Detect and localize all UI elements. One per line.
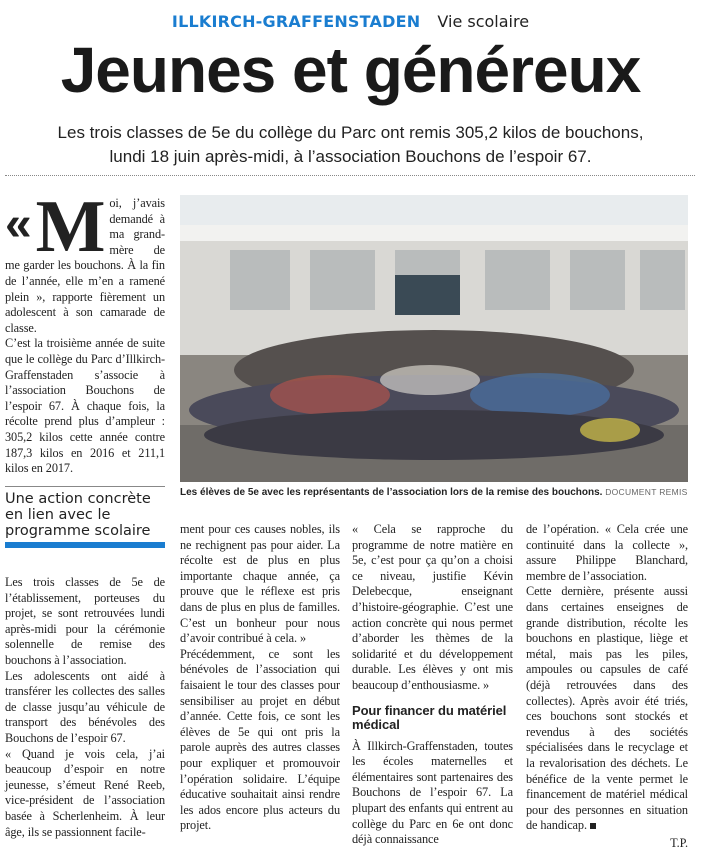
paragraph: ment pour ces causes nobles, ils ne rechignent pas pour aider. La récolte est de plus en plus importante chaque année, ça prouve que le réflexe est pris dans de plus en plus de familles. C’est un bonheur pour nous d’avoir contribué à cela. »: [180, 522, 340, 646]
divider: [5, 175, 695, 176]
caption-text: Les élèves de 5e avec les représentants de l’association lors de la remise des bouchons.: [180, 487, 603, 498]
lead-paragraph: Les trois classes de 5e du collège du Parc ont remis 305,2 kilos de bouchons, lundi 18 juin après-midi, à l’association Bouchons de l’espoir 67.: [57, 123, 644, 166]
paragraph: « Cela se rapproche du programme de notre matière en 5e, c’est pour ça qu’on a choisi ce niveau, justifie Kévin Delebecque, enseignant d’histoire-géographie. C’est une action concrète qui nous permet d’aborder les thèmes de la solidarité et du développement durable. Les élèves y ont mis beaucoup d’enthousiasme. »: [352, 522, 513, 692]
subhead-text: Une action concrète en lien avec le programme scolaire: [5, 491, 151, 539]
paragraph: « Quand je vois cela, j’ai beaucoup d’espoir en notre jeunesse, s’émeut René Reeb, vice-président de l’association basée à Scherlenheim. À leur âge, ils se passionnent facile-: [5, 746, 165, 839]
drop-cap: M: [35, 196, 106, 268]
kicker: [0, 12, 701, 31]
column-3: [352, 522, 513, 848]
paragraph: Les trois classes de 5e de l’établissement, porteuses du projet, se sont retrouvées lundi après-midi pour la cérémonie solennelle de remise des bouchons à l’association.: [5, 575, 165, 667]
paragraph: Les adolescents ont aidé à transférer les collectes des salles de classe jusqu’au véhicule de transport des bénévoles des Bouchons de l’espoir 67.: [5, 668, 165, 745]
paragraph-text: Cette dernière, présente aussi dans certaines enseignes de grande distribution, récolte les bouchons en plastique, liège et métal, mais pas les piles, ampoules ou capsules de café (déjà retrouvées dans des collectes). Après avoir été triés, ces bouchons sont stockés et revendus à des sociétés spécialisées dans le recyclage et la revalorisation des déchets. Le bénéfice de la vente permet le financement de matériel médical pour des personnes en situation de handicap.: [526, 584, 688, 833]
rubric-label: Vie scolaire: [437, 12, 530, 31]
paragraph-last: [526, 584, 688, 834]
photo-illustration: [180, 195, 688, 482]
headline: Jeunes et généreux: [60, 34, 641, 106]
section-subhead: [5, 486, 165, 548]
intertitle: Pour financer du matériel médical: [352, 702, 507, 733]
group-photo: [180, 195, 688, 482]
intro-paragraph-1: oi, j’avais demandé à ma grand-mère de me garder les bouchons. À la fin de l’année, elle m’en a ramené plein », rapporte fièrement un adolescent à son camarade de classe.: [5, 196, 165, 335]
photo-credit: DOCUMENT REMIS: [605, 487, 688, 497]
quote-mark: «: [5, 198, 32, 251]
subhead-accent-bar: [5, 542, 165, 548]
author-signature: T.P.: [670, 835, 688, 850]
end-mark-icon: [590, 823, 596, 829]
paragraph: de l’opération. « Cela crée une continuité dans la collecte », assure Philippe Blanchard, membre de l’association.: [526, 522, 688, 583]
intro-column: [5, 196, 165, 477]
column-1: [5, 575, 165, 840]
location-label: ILLKIRCH-GRAFFENSTADEN: [171, 12, 421, 31]
paragraph: À Illkirch-Graffenstaden, toutes les écoles maternelles et élémentaires sont partenaires des Bouchons de l’espoir 67. La plupart des enfants qui entrent au collège du Parc en 6e ont donc déjà connaissance: [352, 738, 513, 847]
column-4: [526, 522, 688, 851]
intro-paragraph-2: C’est la troisième année de suite que le collège du Parc d’Illkirch-Graffenstaden s’associe à l’association Bouchons de l’espoir 67. À chaque fois, la récolte prend plus d’ampleur : 305,2 kilos cette année contre 187,3 kilos en 2016 et 211,1 kilos en 2017.: [5, 336, 165, 476]
paragraph: Précédemment, ce sont les bénévoles de l’association qui faisaient le tour des classes pour sensibiliser au projet en début d’année. Cette fois, ce sont les élèves de 5e qui ont pris la parole auprès des autres classes pour expliquer et promouvoir l’opération solidaire. L’équipe éducative souhaitait ainsi rendre les ados encore plus acteurs du projet.: [180, 646, 340, 833]
column-2: [180, 522, 340, 834]
photo-caption: [180, 486, 692, 499]
